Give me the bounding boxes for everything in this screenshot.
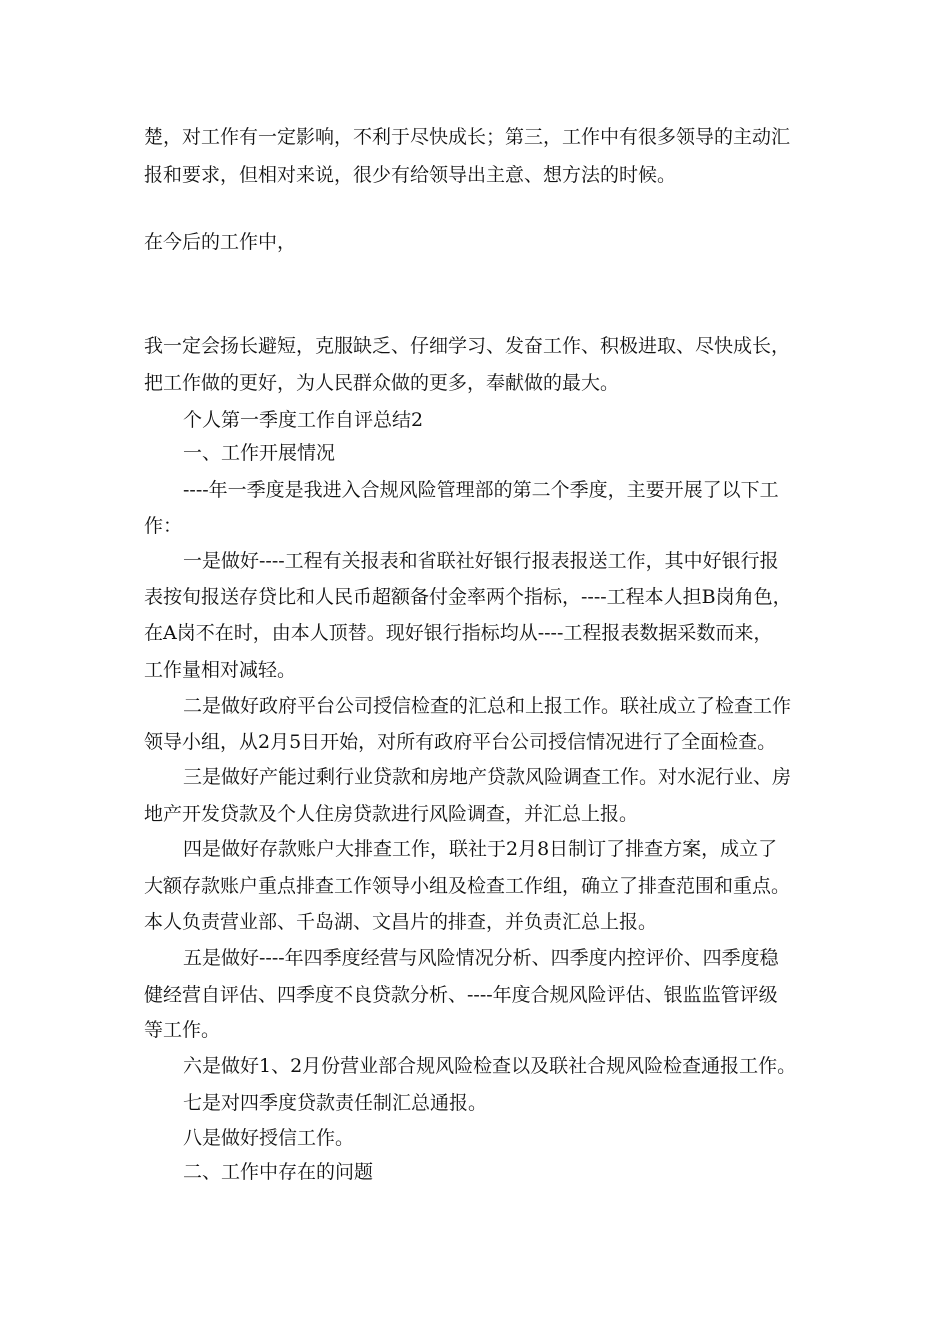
text-line: 工作量相对减轻。 bbox=[144, 659, 297, 681]
text-line: 三是做好产能过剩行业贷款和房地产贷款风险调查工作。对水泥行业、房 bbox=[183, 766, 792, 788]
text-line: 健经营自评估、四季度不良贷款分析、----年度合规风险评估、银监监管评级 bbox=[144, 984, 778, 1006]
text-line: 作： bbox=[144, 515, 183, 537]
text-line: 领导小组，从2月5日开始，对所有政府平台公司授信情况进行了全面检查。 bbox=[144, 731, 777, 753]
text-line: 等工作。 bbox=[144, 1019, 221, 1041]
text-line: 大额存款账户重点排查工作领导小组及检查工作组，确立了排查范围和重点。 bbox=[144, 875, 791, 897]
text-line: ----年一季度是我进入合规风险管理部的第二个季度，主要开展了以下工 bbox=[183, 479, 779, 501]
text-line: 楚，对工作有一定影响，不利于尽快成长；第三，工作中有很多领导的主动汇 bbox=[144, 126, 791, 148]
text-line: 四是做好存款账户大排查工作，联社于2月8日制订了排查方案，成立了 bbox=[183, 838, 778, 860]
section-title: 个人第一季度工作自评总结2 bbox=[183, 409, 424, 431]
text-line: 七是对四季度贷款责任制汇总通报。 bbox=[183, 1092, 488, 1114]
text-line: 二是做好政府平台公司授信检查的汇总和上报工作。联社成立了检查工作 bbox=[183, 695, 792, 717]
text-line: 八是做好授信工作。 bbox=[183, 1127, 355, 1149]
text-line: 在今后的工作中， bbox=[144, 231, 297, 253]
text-line: 五是做好----年四季度经营与风险情况分析、四季度内控评价、四季度稳 bbox=[183, 947, 779, 969]
text-line: 在A岗不在时，由本人顶替。现好银行指标均从----工程报表数据采数而来， bbox=[144, 622, 773, 644]
text-line: 本人负责营业部、千岛湖、文昌片的排查，并负责汇总上报。 bbox=[144, 911, 658, 933]
text-line: 地产开发贷款及个人住房贷款进行风险调查，并汇总上报。 bbox=[144, 803, 639, 825]
text-line: 表按旬报送存贷比和人民币超额备付金率两个指标，----工程本人担B岗角色， bbox=[144, 586, 792, 608]
text-line: 六是做好1、2月份营业部合规风险检查以及联社合规风险检查通报工作。 bbox=[183, 1055, 797, 1077]
text-line: 把工作做的更好，为人民群众做的更多，奉献做的最大。 bbox=[144, 372, 620, 394]
text-line: 一是做好----工程有关报表和省联社好银行报表报送工作，其中好银行报 bbox=[183, 550, 779, 572]
section-heading: 一、工作开展情况 bbox=[183, 442, 336, 464]
text-line: 我一定会扬长避短，克服缺乏、仔细学习、发奋工作、积极进取、尽快成长， bbox=[144, 335, 791, 357]
section-heading: 二、工作中存在的问题 bbox=[183, 1161, 374, 1183]
text-line: 报和要求，但相对来说，很少有给领导出主意、想方法的时候。 bbox=[144, 164, 677, 186]
